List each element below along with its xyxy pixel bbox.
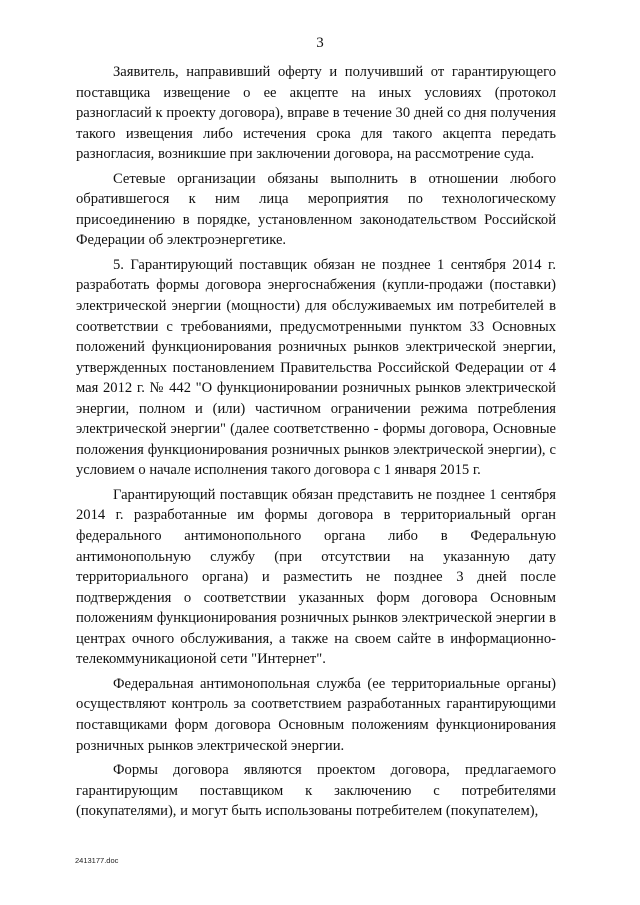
paragraph-network-organizations: Сетевые организации обязаны выполнить в отношении любого обратившегося к ним лица мероприятия по технологическому присоединению в порядке, установленном законодательством Российской Федерации об электроэнергетике.: [76, 170, 556, 249]
paragraph-applicant-dispute: Заявитель, направивший оферту и получивший от гарантирующего поставщика извещение о ее акцепте на иных условиях (протокол разногласий к проекту договора), вправе в течение 30 дней со дня получения такого извещения либо истечения срока для такого акцепта передать разногласия, возникшие при заключении договора, на рассмотрение суда.: [76, 64, 556, 163]
paragraph-supplier-obligation: Гарантирующий поставщик обязан представить не позднее 1 сентября 2014 г. разработанные им формы договора в территориальный орган федерального антимонопольного органа либо в Федеральную антимонопольную службу (при отсутствии на указанную дату территориального органа) и разместить не позднее 3 дней после подтверждения о соответствии указанных форм договора Основным положениям функционирования розничных рынков электрической энергии в центрах очного обслуживания, а также на своем сайте в информационно-телекоммуникационой сети "Интернет".: [76, 486, 556, 668]
paragraph-contract-forms: Формы договора являются проектом договора, предлагаемого гарантирующим поставщиком к заключению с потребителями (покупателями), и могут быть использованы потребителем (покупателем),: [76, 762, 556, 820]
page-number: 3: [316, 35, 324, 51]
document-body: [76, 62, 556, 826]
paragraph-item-5: 5. Гарантирующий поставщик обязан не позднее 1 сентября 2014 г. разработать формы договора энергоснабжения (купли-продажи (поставки) электрической энергии (мощности) для обслуживаемых им потребителей в соответствии с требованиями, предусмотренными пунктом 33 Основных положений функционирования розничных рынков электрической энергии, утвержденных постановлением Правительства Российской Федерации от 4 мая 2012 г. № 442 "О функционировании розничных рынков электрической энергии, полном и (или) частичном ограничении режима потребления электрической энергии" (далее соответственно - формы договора, Основные положения функционирования розничных рынков электрической энергии), с условием о начале исполнения такого договора с 1 января 2015 г.: [76, 256, 556, 479]
document-file-code: 2413177.doc: [75, 856, 119, 865]
paragraph-antimonopoly-control: Федеральная антимонопольная служба (ее территориальные органы) осуществляют контроль за соответствием разработанных гарантирующими поставщиками форм договора Основным положениям функционирования розничных рынков электрической энергии.: [76, 675, 556, 754]
